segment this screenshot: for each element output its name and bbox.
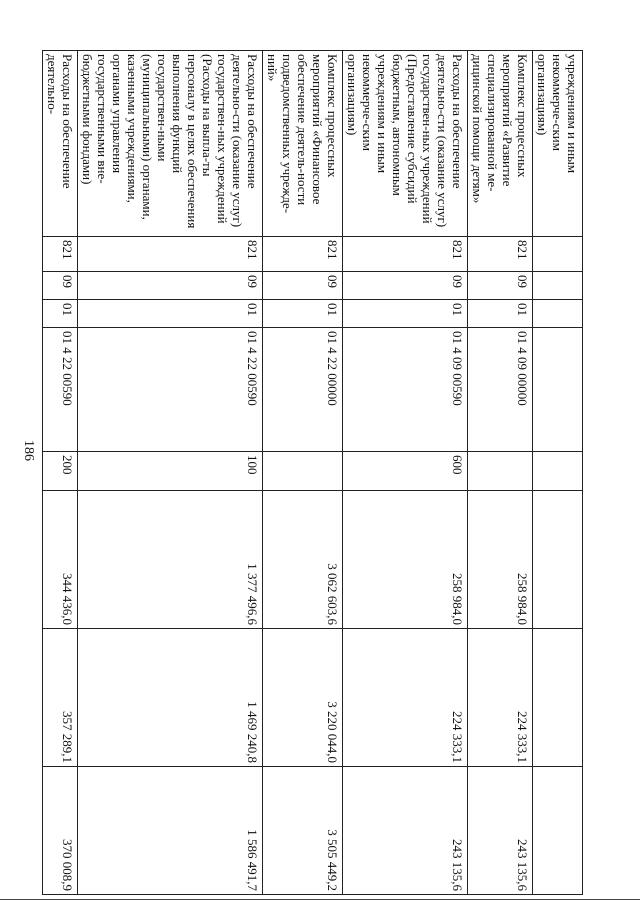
section-code: 09 [78, 272, 263, 300]
budget-table-container [45, 50, 583, 894]
target-article-code [533, 328, 583, 452]
amount-year-2: 3 220 044,0 [263, 629, 343, 767]
target-article-code: 01 4 09 00590 [343, 328, 468, 452]
section-code [533, 272, 583, 300]
ministry-code: 821 [263, 237, 343, 272]
table-row [343, 51, 468, 895]
ministry-code: 821 [468, 237, 533, 272]
row-name: Расходы на обеспечение деятельно- [43, 51, 78, 237]
expense-type-code: 100 [78, 452, 263, 491]
subsection-code [533, 300, 583, 328]
amount-year-2: 357 289,1 [43, 629, 78, 767]
section-code: 09 [263, 272, 343, 300]
expense-type-code [468, 452, 533, 491]
expense-type-code [263, 452, 343, 491]
amount-year-2: 1 469 240,8 [78, 629, 263, 767]
amount-year-2: 224 333,1 [343, 629, 468, 767]
ministry-code: 821 [343, 237, 468, 272]
amount-year-3: 1 586 491,7 [78, 767, 263, 895]
table-row [43, 51, 78, 895]
row-name: учреждениям и иным некоммерче-ским организациям) [533, 51, 583, 237]
page-bottom-divider [0, 899, 640, 900]
row-name: Расходы на обеспечение деятельно-сти (оказание услуг) государствен-ных учреждений (Расходы на выпла-ты персоналу в целях обеспечения выполнения функций государствен-ными (муниципальными) органами, казенными учреждениями, органами управления государственными вне-бюджетными фондами) [78, 51, 263, 237]
row-name: Комплекс процессных мероприятий «Развитие специализированной ме-дицинской помощи детям» [468, 51, 533, 237]
subsection-code: 01 [78, 300, 263, 328]
amount-year-3 [533, 767, 583, 895]
amount-year-2: 224 333,1 [468, 629, 533, 767]
expense-type-code [533, 452, 583, 491]
amount-year-1: 1 377 496,6 [78, 491, 263, 629]
target-article-code: 01 4 22 00000 [263, 328, 343, 452]
target-article-code: 01 4 22 00590 [78, 328, 263, 452]
target-article-code: 01 4 22 00590 [43, 328, 78, 452]
amount-year-1: 258 984,0 [343, 491, 468, 629]
table-row [78, 51, 263, 895]
ministry-code: 821 [78, 237, 263, 272]
section-code: 09 [468, 272, 533, 300]
target-article-code: 01 4 09 00000 [468, 328, 533, 452]
table-row [263, 51, 343, 895]
section-code: 09 [43, 272, 78, 300]
amount-year-3: 3 505 449,2 [263, 767, 343, 895]
row-name: Расходы на обеспечение деятельно-сти (оказание услуг) государствен-ных учреждений (Предоставление субсидий бюджетным, автономным учреждениям и иным некоммерче-ским организациям) [343, 51, 468, 237]
ministry-code: 821 [43, 237, 78, 272]
subsection-code: 01 [43, 300, 78, 328]
expense-type-code: 200 [43, 452, 78, 491]
table-row [533, 51, 583, 895]
page-number: 186 [21, 440, 36, 461]
amount-year-3: 243 135,6 [468, 767, 533, 895]
budget-table [42, 50, 583, 895]
amount-year-1 [533, 491, 583, 629]
amount-year-3: 370 008,9 [43, 767, 78, 895]
subsection-code: 01 [343, 300, 468, 328]
amount-year-1: 258 984,0 [468, 491, 533, 629]
row-name: Комплекс процессных мероприятий «Финансовое обеспечение деятель-ности подведомственных учрежде-ний» [263, 51, 343, 237]
table-row [468, 51, 533, 895]
subsection-code: 01 [263, 300, 343, 328]
amount-year-3: 243 135,6 [343, 767, 468, 895]
amount-year-1: 3 062 603,6 [263, 491, 343, 629]
subsection-code: 01 [468, 300, 533, 328]
amount-year-1: 344 436,0 [43, 491, 78, 629]
amount-year-2 [533, 629, 583, 767]
ministry-code [533, 237, 583, 272]
rotated-table-wrapper [45, 50, 583, 894]
expense-type-code: 600 [343, 452, 468, 491]
section-code: 09 [343, 272, 468, 300]
